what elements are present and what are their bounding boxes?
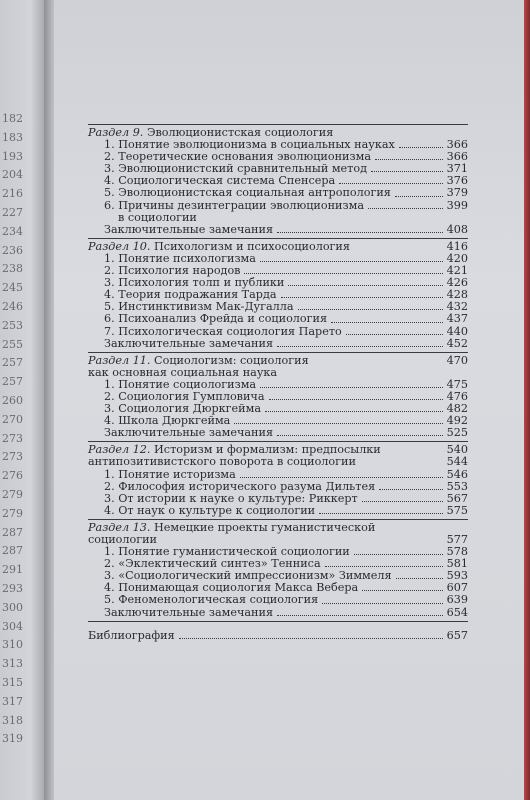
left-page-number: 279 <box>2 506 23 520</box>
toc-item: 4. Школа Дюркгейма 492 <box>104 414 468 428</box>
section-rule <box>88 519 468 520</box>
page-number: 639 <box>446 593 468 607</box>
page-number: 546 <box>446 467 468 481</box>
toc-item: 4. От наук о культуре к социологии 575 <box>104 503 468 517</box>
page-number: 525 <box>446 426 468 440</box>
left-page-number: 293 <box>2 582 23 595</box>
page-number: 577 <box>446 533 468 546</box>
section-number: Раздел 10. <box>88 239 151 253</box>
page-number: 540 <box>446 443 468 457</box>
table-of-contents <box>88 122 468 642</box>
page-number: 593 <box>446 569 468 583</box>
toc-item: 7. Психологическая социология Парето 440 <box>104 324 468 338</box>
left-page-number: 319 <box>2 732 23 746</box>
page-number: 544 <box>446 455 468 469</box>
page-number: 470 <box>446 353 468 367</box>
page-number: 437 <box>446 312 468 326</box>
page-number: 567 <box>446 491 468 505</box>
section-rule <box>88 352 468 353</box>
left-page-number: 318 <box>2 713 23 727</box>
left-page-number: 273 <box>2 431 23 445</box>
page-number: 452 <box>446 336 468 350</box>
toc-item: 2. Социология Гумпловича 476 <box>104 389 468 403</box>
page-number: 408 <box>446 222 468 236</box>
page-number: 366 <box>446 150 468 164</box>
toc-item: 5. Эволюционистская социальная антропология 379 <box>104 186 468 200</box>
toc-item: 4. Теория подражания Тарда 428 <box>104 288 468 302</box>
page-number: 475 <box>446 377 468 391</box>
page-number: 416 <box>446 239 468 253</box>
left-page-number: 182 <box>2 112 23 125</box>
section-number: Раздел 12. <box>88 443 151 457</box>
bibliography-label: Библиография <box>88 628 175 642</box>
left-page-number: 238 <box>2 262 23 276</box>
toc-section-10 <box>88 238 468 350</box>
page-number: 578 <box>446 545 468 559</box>
toc-item: 4. Социологическая система Спенсера 376 <box>104 174 468 188</box>
page-number: 366 <box>446 138 468 152</box>
section-title-continuation: как основная социальная наука <box>88 365 278 379</box>
toc-item: 3. Социология Дюркгейма 482 <box>104 402 468 416</box>
left-page-number: 204 <box>2 168 23 182</box>
section-title: Психологизм и психосоциология <box>154 239 350 253</box>
page-number: 553 <box>446 479 468 493</box>
left-page-edge <box>0 0 44 800</box>
page-number: 428 <box>446 288 468 302</box>
section-heading <box>88 355 468 367</box>
toc-item: 2. Теоретические основания эволюционизма 366 <box>104 150 468 164</box>
toc-closing: Заключительные замечания 654 <box>104 605 468 619</box>
page-number: 426 <box>446 276 468 290</box>
page-number: 420 <box>446 251 468 265</box>
page-number: 492 <box>446 414 468 428</box>
section-number: Раздел 11. <box>88 353 151 367</box>
left-page-number: 193 <box>2 149 23 163</box>
toc-section-13 <box>88 519 468 619</box>
left-page-number: 236 <box>2 243 23 257</box>
left-page-number: 270 <box>2 412 23 426</box>
left-page-number: 300 <box>2 600 23 614</box>
left-page-number: 304 <box>2 619 23 633</box>
toc-item: 3. Психология толп и публики 426 <box>104 276 468 290</box>
left-page-number: 279 <box>2 488 23 501</box>
section-heading <box>88 522 468 546</box>
left-page-number: 183 <box>2 130 23 144</box>
toc-item: 2. Философия исторического разума Дильтея 553 <box>104 479 468 493</box>
page-number: 575 <box>446 503 468 517</box>
left-page-number: 317 <box>2 694 23 708</box>
toc-section-12 <box>88 441 468 517</box>
section-title-continuation: антипозитивистского поворота в социологии 544 <box>88 455 468 469</box>
page-number: 657 <box>446 628 468 642</box>
page-number: 482 <box>446 402 468 416</box>
left-page-number: 287 <box>2 525 23 539</box>
page-number: 607 <box>446 581 468 595</box>
page-number: 379 <box>446 186 468 200</box>
left-page-number: 234 <box>2 224 23 238</box>
toc-item: 1. Понятие гуманистической социологии 578 <box>104 545 468 559</box>
toc-closing: Заключительные замечания 452 <box>104 336 468 350</box>
left-page-number: 246 <box>2 300 23 313</box>
page-number: 371 <box>446 162 468 176</box>
toc-item: 2. Психология народов 421 <box>104 264 468 278</box>
page-number: 376 <box>446 174 468 188</box>
toc-item: 1. Понятие психологизма 420 <box>104 251 468 265</box>
toc-bibliography <box>88 630 468 642</box>
left-page-number: 255 <box>2 337 23 351</box>
left-page-number: 291 <box>2 563 23 577</box>
page-number: 399 <box>446 198 468 212</box>
toc-item: 3. От истории к науке о культуре: Риккерт 567 <box>104 491 468 505</box>
toc-item: 4. Понимающая социология Макса Вебера 607 <box>104 581 468 595</box>
page-number: 476 <box>446 389 468 403</box>
left-page-number: 227 <box>2 206 23 219</box>
section-rule <box>88 621 468 622</box>
section-title: Историзм и формализм: предпосылки <box>154 443 381 457</box>
page-number: 654 <box>446 605 468 619</box>
toc-item: 2. «Эклектический синтез» Тенниса 581 <box>104 557 468 571</box>
left-page-number: 216 <box>2 187 23 201</box>
toc-item: 1. Понятие социологизма 475 <box>104 377 468 391</box>
left-page-number: 273 <box>2 450 23 464</box>
section-title: Социологизм: социология <box>154 353 309 367</box>
page-number: 440 <box>446 324 468 338</box>
left-page-number: 245 <box>2 281 23 295</box>
section-rule <box>88 124 468 125</box>
toc-section-11 <box>88 352 468 440</box>
left-page-number: 257 <box>2 356 23 370</box>
toc-item: 1. Понятие историзма 546 <box>104 467 468 481</box>
book-gutter <box>44 0 54 800</box>
toc-item: 1. Понятие эволюционизма в социальных науках 366 <box>104 138 468 152</box>
page-number: 581 <box>446 557 468 571</box>
toc-closing: Заключительные замечания 408 <box>104 222 468 236</box>
left-page-number: 287 <box>2 544 23 558</box>
page-number: 421 <box>446 264 468 278</box>
left-page-number: 313 <box>2 657 23 671</box>
toc-item: 6. Психоанализ Фрейда и социология 437 <box>104 312 468 326</box>
section-rule <box>88 441 468 442</box>
page-edge <box>524 0 530 800</box>
toc-item: 3. Эволюционистский сравнительный метод 371 <box>104 162 468 176</box>
left-page-number: 253 <box>2 318 23 332</box>
left-page-number: 260 <box>2 394 23 407</box>
section-number: Раздел 13. <box>88 520 151 534</box>
toc-section-9 <box>88 124 468 236</box>
toc-item: 6. Причины дезинтеграции эволюционизма 399 <box>104 198 468 212</box>
toc-item: 5. Феноменологическая социология 639 <box>104 593 468 607</box>
left-page-number: 315 <box>2 676 23 689</box>
section-title: Эволюционистская социология <box>146 126 334 139</box>
toc-item-continuation: в социологии <box>118 210 197 224</box>
section-number: Раздел 9. <box>88 126 144 139</box>
toc-closing: Заключительные замечания 525 <box>104 426 468 440</box>
toc-item: 3. «Социологический импрессионизм» Зиммеля 593 <box>104 569 468 583</box>
toc-item: 5. Инстинктивизм Мак-Дугалла 432 <box>104 300 468 314</box>
left-page-number: 257 <box>2 375 23 389</box>
left-page-number: 310 <box>2 638 23 652</box>
section-rule <box>88 238 468 239</box>
section-title: Немецкие проекты гуманистической социологии <box>88 520 376 546</box>
left-page-number: 276 <box>2 469 23 483</box>
page-number: 432 <box>446 300 468 314</box>
